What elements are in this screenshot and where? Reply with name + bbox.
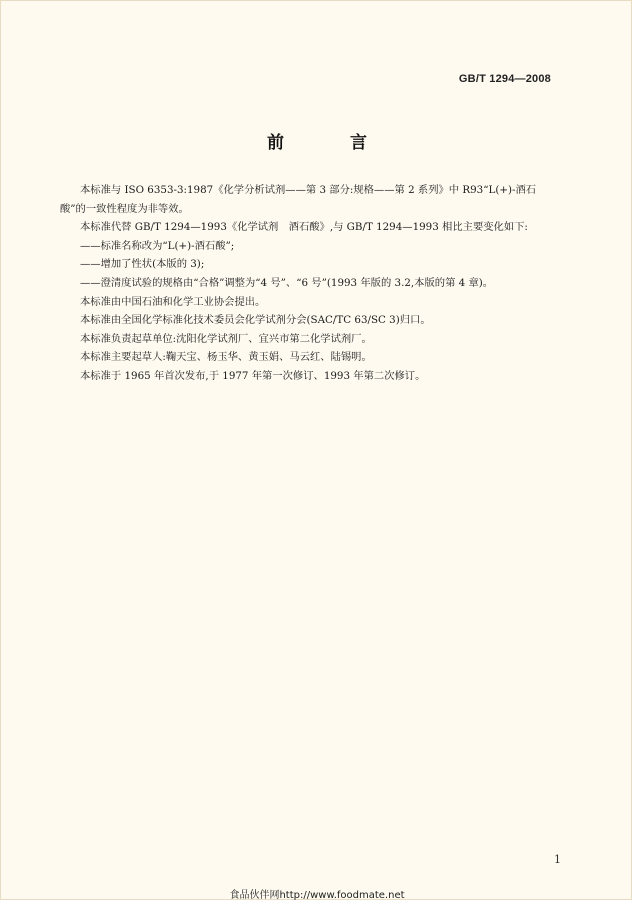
change-item-2: ——增加了性状(本版的 3); xyxy=(80,258,205,271)
page-title: 前 言 xyxy=(267,133,397,153)
foreword-body xyxy=(60,181,560,386)
paragraph-drafters: 本标准主要起草人:鞠天宝、杨玉华、黄玉娟、马云红、陆锡明。 xyxy=(80,351,372,364)
paragraph-drafting-units: 本标准负责起草单位:沈阳化学试剂厂、宜兴市第二化学试剂厂。 xyxy=(80,332,372,345)
footer-watermark: 食品伙伴网http://www.foodmate.net xyxy=(229,890,405,901)
change-item-3: ——澄清度试验的规格由“合格”调整为“4 号”、“6 号”(1993 年版的 3.2,本版的第 4 章)。 xyxy=(80,276,494,289)
paragraph-2: 本标准代替 GB/T 1294—1993《化学试剂 酒石酸》,与 GB/T 1294—1993 相比主要变化如下: xyxy=(80,221,528,234)
paragraph-1-line-2: 酸”的一致性程度为非等效。 xyxy=(60,202,189,215)
paragraph-committee: 本标准由全国化学标准化技术委员会化学试剂分会(SAC/TC 63/SC 3)归口。 xyxy=(80,314,431,327)
page-number: 1 xyxy=(554,853,561,866)
standard-code: GB/T 1294—2008 xyxy=(458,73,551,85)
paragraph-proposer: 本标准由中国石油和化学工业协会提出。 xyxy=(80,295,266,308)
paragraph-1-line-1: 本标准与 ISO 6353-3:1987《化学分析试剂——第 3 部分:规格——第 2 系列》中 R93“L(+)-酒石 xyxy=(80,184,537,196)
paragraph-history: 本标准于 1965 年首次发布,于 1977 年第一次修订、1993 年第二次修订。 xyxy=(80,369,426,382)
change-item-1: ——标准名称改为“L(+)-酒石酸”; xyxy=(80,239,235,252)
